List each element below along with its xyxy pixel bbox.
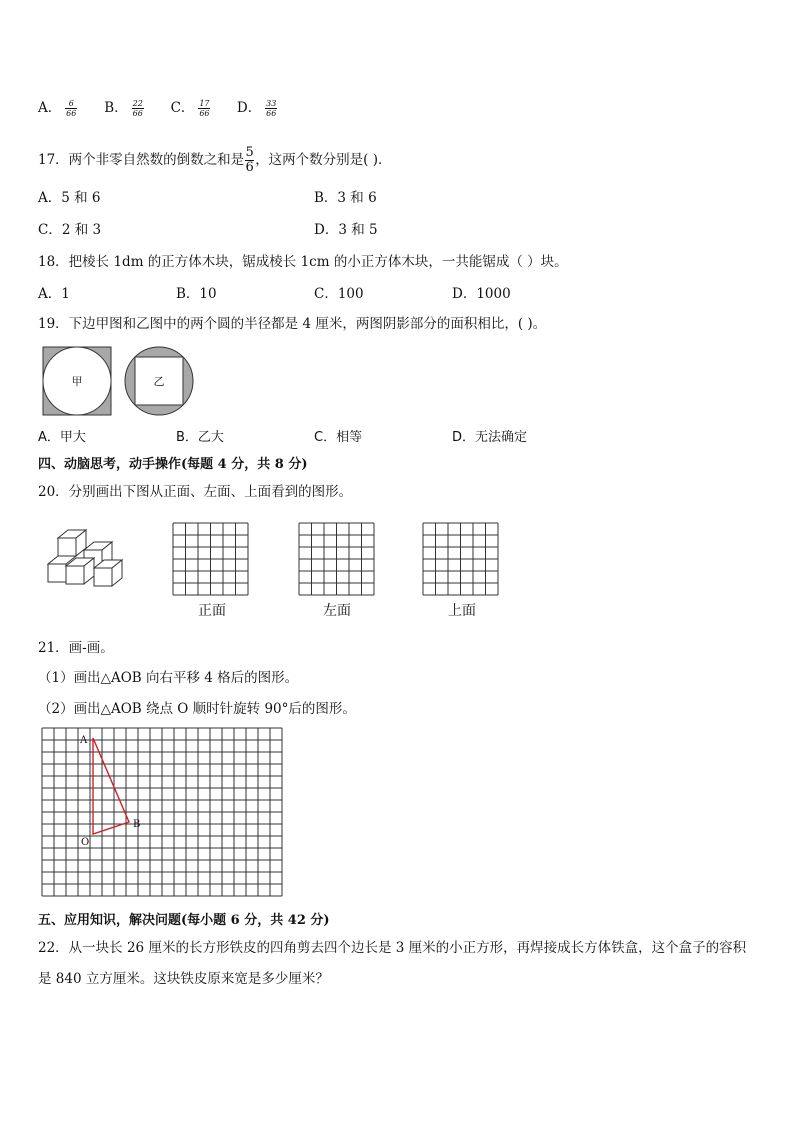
q19-option-a[interactable]: A．甲大: [38, 430, 86, 445]
point-a-label: A: [80, 735, 88, 746]
q20-cube-figure: [44, 528, 128, 592]
q21-sub1: （1）画出△AOB 向右平移 4 格后的图形。: [38, 670, 299, 686]
yi-label: 乙: [153, 375, 165, 388]
q16-option-d[interactable]: D． $\frac{33}{66}$: [236, 99, 277, 118]
q20-grid-left: [298, 522, 378, 598]
q18-stem: 18．把棱长 1dm 的正方体木块，锯成棱长 1cm 的小正方体木块，一共能锯成（ ）块。: [38, 254, 568, 270]
q20-stem: 20．分别画出下图从正面、左面、上面看到的图形。: [38, 484, 353, 500]
q16-option-a[interactable]: A． $\frac{6}{66}$: [38, 99, 77, 118]
section-4-heading: 四、动脑思考，动手操作(每题 4 分，共 8 分): [38, 457, 308, 472]
q18-option-c[interactable]: C．100: [314, 286, 364, 302]
q20-grid-top: [422, 522, 502, 598]
q17-option-b[interactable]: B．3 和 6: [314, 190, 377, 206]
q22-line2: 是 840 立方厘米。这块铁皮原来宽是多少厘米？: [38, 971, 329, 987]
section-5-heading: 五、应用知识，解决问题(每小题 6 分，共 42 分): [38, 913, 330, 928]
q19-option-d[interactable]: D．无法确定: [452, 430, 528, 445]
q20-label-top: 上面: [448, 603, 476, 619]
q17-option-d[interactable]: D．3 和 5: [314, 222, 378, 238]
q19-figure-yi: [124, 346, 194, 416]
q20-grid-front: [172, 522, 252, 598]
point-b-label: B: [133, 819, 141, 830]
jia-label: 甲: [71, 375, 83, 388]
q18-option-b[interactable]: B．10: [176, 286, 217, 302]
point-o-label: O: [81, 837, 90, 848]
q19-option-c[interactable]: C．相等: [314, 430, 363, 445]
q20-label-front: 正面: [198, 603, 226, 619]
q16-options: [38, 96, 299, 118]
q16-option-c[interactable]: C． $\frac{17}{66}$: [170, 99, 210, 118]
q18-option-d[interactable]: D．1000: [452, 286, 511, 302]
q19-figure-jia: [42, 346, 112, 416]
q21-sub2: （2）画出△AOB 绕点 O 顺时针旋转 90°后的图形。: [38, 701, 356, 717]
q17-option-c[interactable]: C．2 和 3: [38, 222, 102, 238]
q17-stem: 17．两个非零自然数的倒数之和是 $\frac{5}{6}$ ，这两个数分别是( )．: [38, 145, 392, 175]
q19-option-b[interactable]: B．乙大: [176, 430, 224, 445]
q16-option-b[interactable]: B． $\frac{22}{66}$: [104, 99, 143, 118]
q20-label-left: 左面: [323, 603, 351, 619]
q17-fraction: $\frac{5}{6}$: [245, 145, 254, 175]
q22-line1: 22．从一块长 26 厘米的长方形铁皮的四角剪去四个边长是 3 厘米的小正方形，再焊接成长方体铁盒，这个盒子的容积: [38, 940, 747, 956]
q19-stem: 19．下边甲图和乙图中的两个圆的半径都是 4 厘米，两图阴影部分的面积相比，( )。: [38, 316, 547, 332]
q17-option-a[interactable]: A．5 和 6: [38, 190, 101, 206]
q21-stem: 21．画-画。: [38, 640, 114, 656]
q21-grid: [40, 726, 288, 904]
q18-option-a[interactable]: A．1: [38, 286, 70, 302]
